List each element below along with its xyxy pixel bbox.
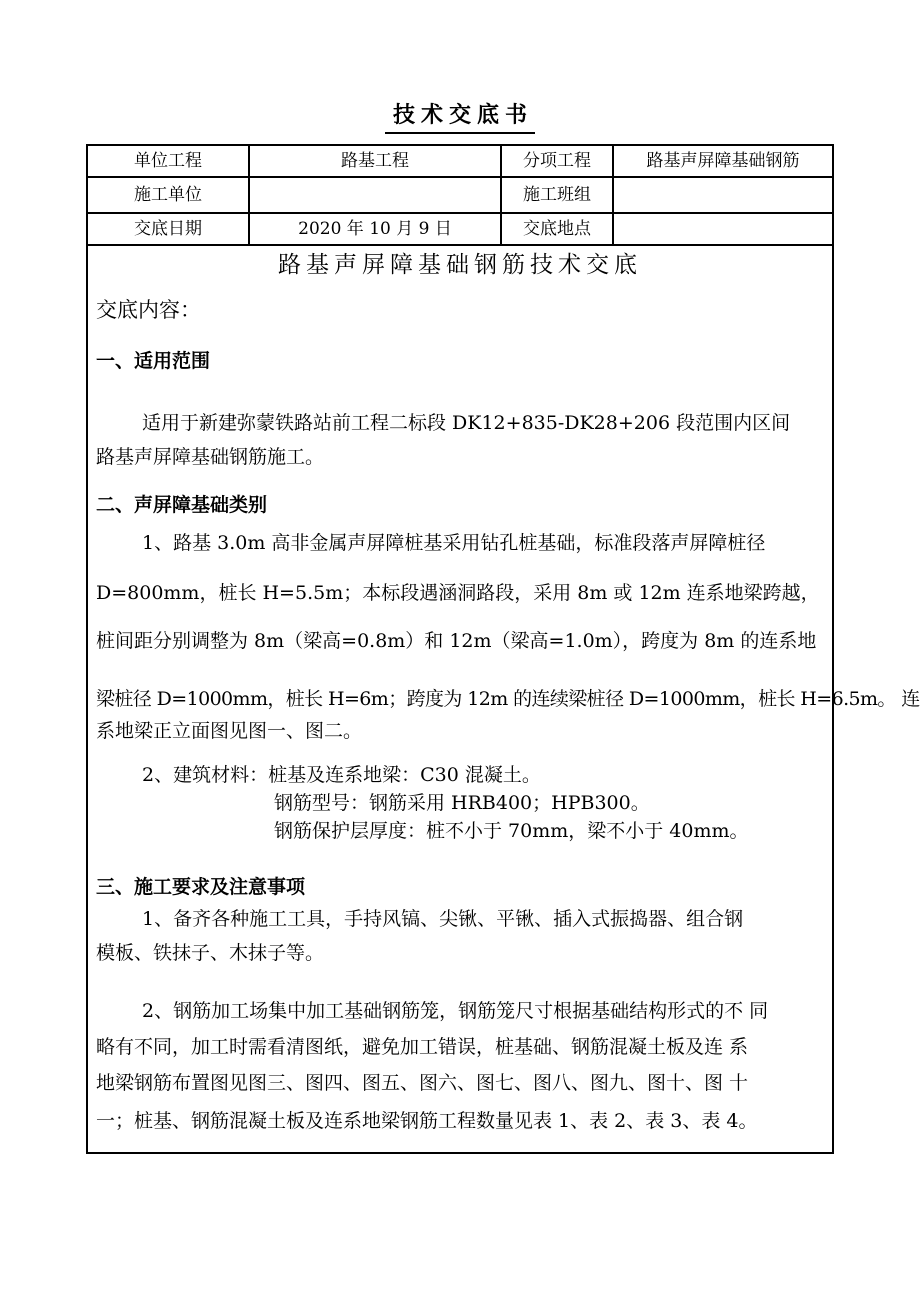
section3-line6: 一；桩基、钢筋混凝土板及连系地梁钢筋工程数量见表 1、表 2、表 3、表 4。 [96,1110,758,1132]
value-sub-project: 路基声屏障基础钢筋 [613,145,833,177]
label-sub-project: 分项工程 [501,145,613,177]
document-title [0,98,920,129]
section2-line2: D=800mm，桩长 H=5.5m；本标段遇涵洞路段，采用 8m 或 12m 连系地梁跨越， [96,582,820,604]
info-table [86,144,834,246]
content-label: 交底内容： [96,298,201,322]
value-construction-team [613,177,833,213]
section2-line6: 2、建筑材料：桩基及连系地梁：C30 混凝土。 [142,764,541,786]
label-briefing-date: 交底日期 [87,213,249,245]
section1-line1: 适用于新建弥蒙铁路站前工程二标段 DK12+835-DK28+206 段范围内区间 [142,412,791,434]
info-row-construction-unit [87,177,833,213]
section2-line8: 钢筋保护层厚度：桩不小于 70mm，梁不小于 40mm。 [274,820,749,842]
section1-heading: 一、适用范围 [96,350,211,372]
value-briefing-date: 2020 年 10 月 9 日 [249,213,501,245]
section2-line1: 1、路基 3.0m 高非金属声屏障桩基采用钻孔桩基础，标准段落声屏障桩径 [142,532,766,554]
section3-line2: 模板、铁抹子、木抹子等。 [96,942,325,964]
section3-line1: 1、备齐各种施工工具，手持风镐、尖锹、平锹、插入式振捣器、组合钢 [142,908,744,930]
label-construction-unit: 施工单位 [87,177,249,213]
label-construction-team: 施工班组 [501,177,613,213]
section2-line5: 系地梁正立面图见图一、图二。 [96,720,363,742]
section3-line3: 2、钢筋加工场集中加工基础钢筋笼，钢筋笼尺寸根据基础结构形式的不 同 [142,1000,769,1022]
section3-line5: 地梁钢筋布置图见图三、图四、图五、图六、图七、图八、图九、图十、图 十 [96,1072,749,1094]
document-title-text: 技术交底书 [385,102,535,134]
section2-line4: 梁桩径 D=1000mm，桩长 H=6m；跨度为 12m 的连续梁桩径 D=1000mm，桩长 H=6.5m。 连 [96,688,920,710]
section2-line7: 钢筋型号：钢筋采用 HRB400；HPB300。 [274,792,650,814]
value-unit-project: 路基工程 [249,145,501,177]
section1-line2: 路基声屏障基础钢筋施工。 [96,446,325,468]
value-construction-unit [249,177,501,213]
section2-line3: 桩间距分别调整为 8m（梁高=0.8m）和 12m（梁高=1.0m），跨度为 8m 的连系地 [96,630,817,652]
section3-heading: 三、施工要求及注意事项 [96,876,306,898]
section3-line4: 略有不同，加工时需看清图纸，避免加工错误，桩基础、钢筋混凝土板及连 系 [96,1036,749,1058]
section2-heading: 二、声屏障基础类别 [96,494,268,516]
label-unit-project: 单位工程 [87,145,249,177]
info-row-unit-project [87,145,833,177]
label-briefing-location: 交底地点 [501,213,613,245]
briefing-subtitle: 路基声屏障基础钢筋技术交底 [278,252,642,278]
